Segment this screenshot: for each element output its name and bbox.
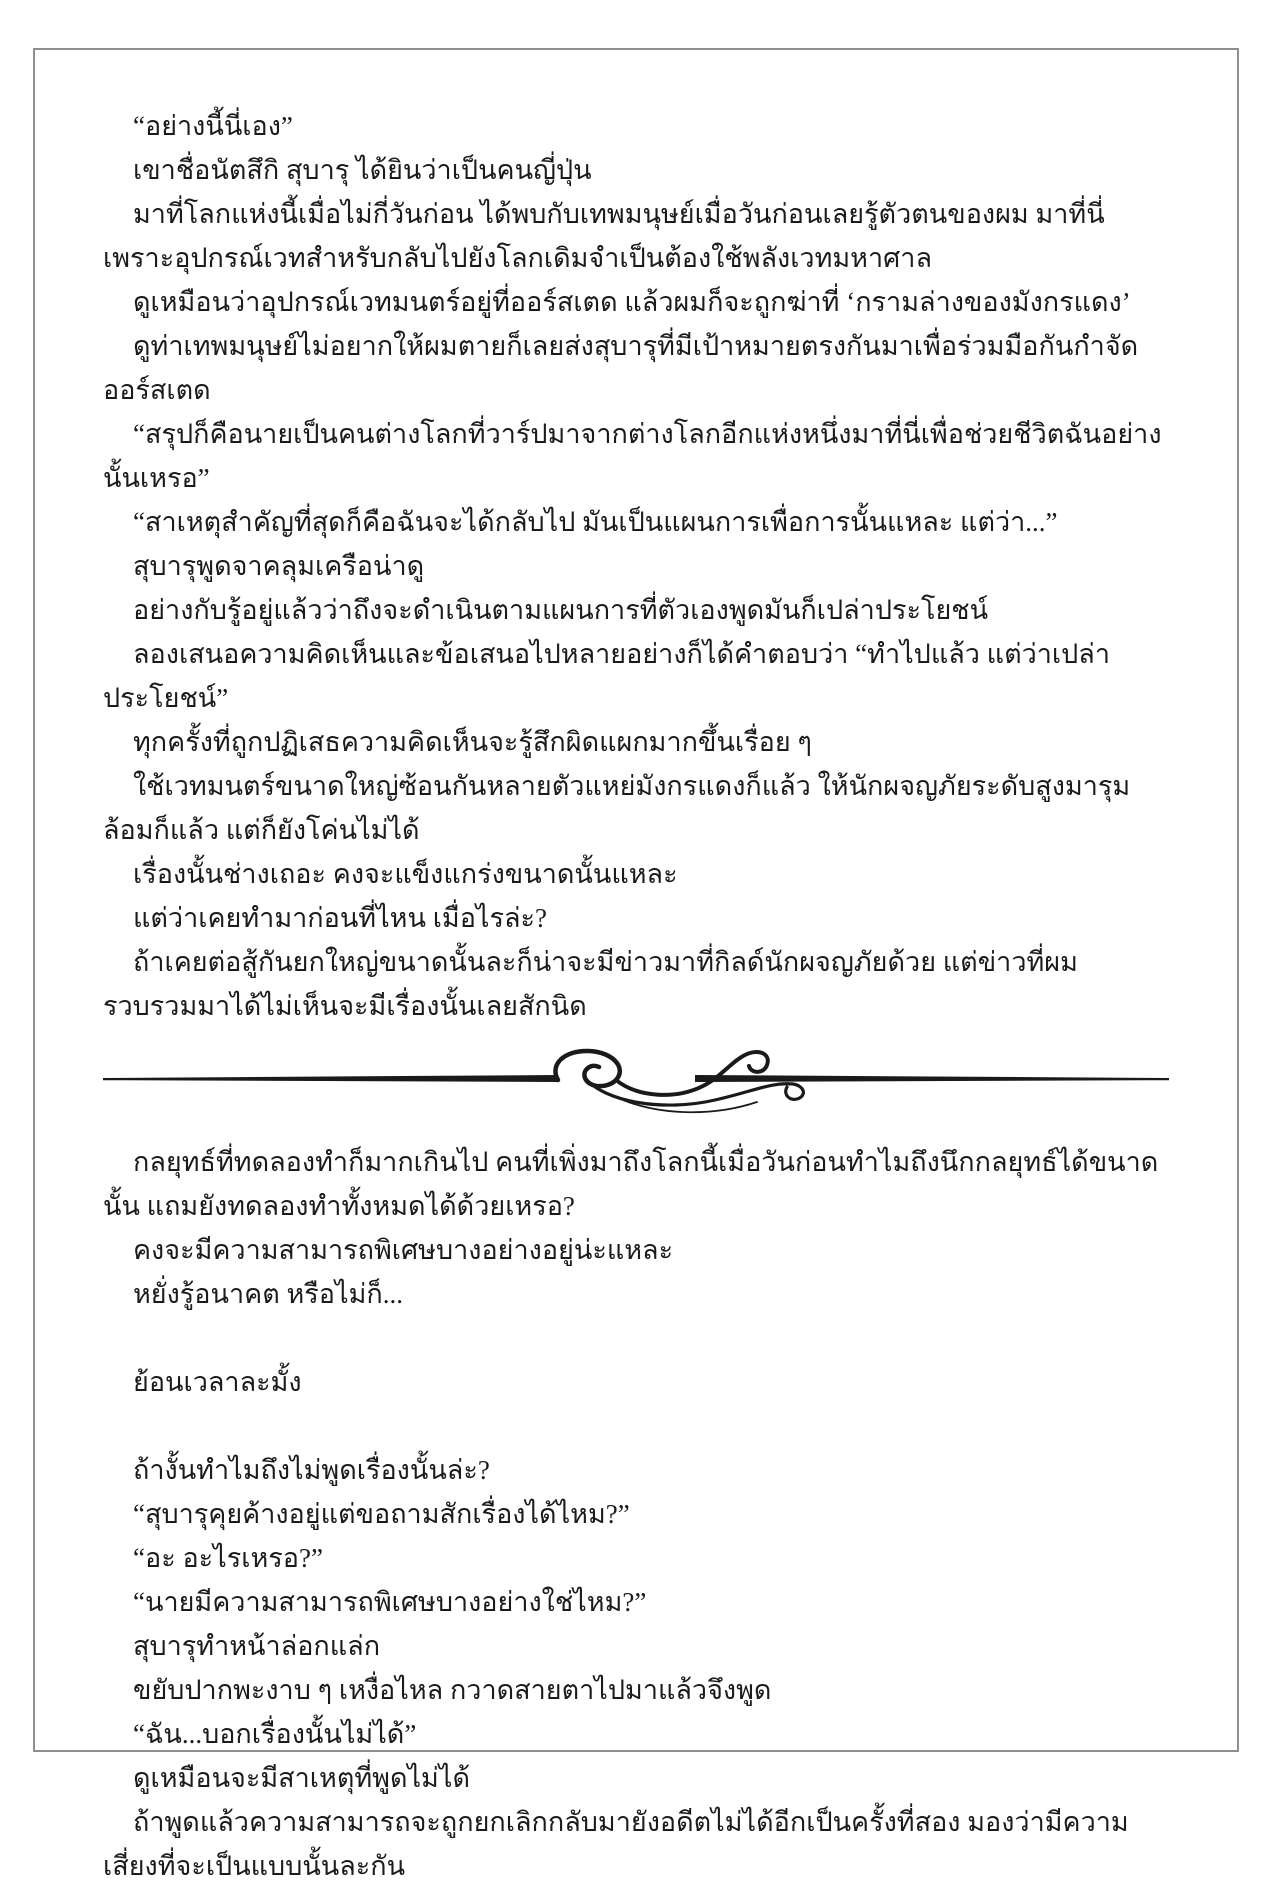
section-divider (103, 1042, 1169, 1122)
page-text-content (103, 104, 1169, 1888)
paragraph: ดูเหมือนจะมีสาเหตุที่พูดไม่ได้ (133, 1763, 470, 1793)
paragraph: สุบารุพูดจาคลุมเครือน่าดู (133, 551, 425, 581)
paragraph: ถ้าพูดแล้วความสามารถจะถูกยกเลิกกลับมายังอดีตไม่ได้อีกเป็นครั้งที่สอง มองว่ามีความเสี่ยงที่จะเป็นแบบนั้นละกัน (103, 1807, 1129, 1881)
paragraph: อย่างกับรู้อยู่แล้วว่าถึงจะดำเนินตามแผนการที่ตัวเองพูดมันก็เปล่าประโยชน์ (133, 595, 989, 625)
paragraph: แต่ว่าเคยทำมาก่อนที่ไหน เมื่อไรล่ะ? (133, 903, 548, 933)
section-after-divider (103, 1140, 1169, 1888)
paragraph: “อย่างนี้นี่เอง” (133, 111, 293, 141)
section-before-divider (103, 104, 1169, 1028)
paragraph: “ฉัน...บอกเรื่องนั้นไม่ได้” (133, 1719, 417, 1749)
paragraph: ดูเหมือนว่าอุปกรณ์เวทมนตร์อยู่ที่ออร์สเตด แล้วผมก็จะถูกฆ่าที่ ‘กรามล่างของมังกรแดง’ (133, 287, 1131, 317)
paragraph: มาที่โลกแห่งนี้เมื่อไม่กี่วันก่อน ได้พบกับเทพมนุษย์เมื่อวันก่อนเลยรู้ตัวตนของผม มาที่นี่เพราะอุปกรณ์เวทสำหรับกลับไปยังโลกเดิมจำเป็นต้องใช้พลังเวทมหาศาล (103, 199, 1105, 273)
paragraph: หยั่งรู้อนาคต หรือไม่ก็... (133, 1279, 403, 1309)
paragraph: “อะ อะไรเหรอ?” (133, 1543, 323, 1573)
paragraph: ถ้าเคยต่อสู้กันยกใหญ่ขนาดนั้นละก็น่าจะมีข่าวมาที่กิลด์นักผจญภัยด้วย แต่ข่าวที่ผมรวบรวมมาได้ไม่เห็นจะมีเรื่องนั้นเลยสักนิด (103, 947, 1078, 1021)
paragraph: คงจะมีความสามารถพิเศษบางอย่างอยู่น่ะแหละ (133, 1235, 674, 1265)
paragraph: เรื่องนั้นช่างเถอะ คงจะแข็งแกร่งขนาดนั้นแหละ (133, 859, 678, 889)
calligraphic-flourish-icon (103, 1042, 1169, 1122)
paragraph: “นายมีความสามารถพิเศษบางอย่างใช่ไหม?” (133, 1587, 647, 1617)
paragraph: ใช้เวทมนตร์ขนาดใหญ่ซ้อนกันหลายตัวแหย่มังกรแดงก็แล้ว ให้นักผจญภัยระดับสูงมารุมล้อมก็แล้ว แต่ก็ยังโค่นไม่ได้ (103, 771, 1131, 845)
paragraph: ขยับปากพะงาบ ๆ เหงื่อไหล กวาดสายตาไปมาแล้วจึงพูด (133, 1675, 772, 1705)
paragraph: ดูท่าเทพมนุษย์ไม่อยากให้ผมตายก็เลยส่งสุบารุที่มีเป้าหมายตรงกันมาเพื่อร่วมมือกันกำจัดออร์สเตด (103, 331, 1139, 405)
paragraph: ย้อนเวลาละมั้ง (133, 1367, 302, 1397)
paragraph: “สรุปก็คือนายเป็นคนต่างโลกที่วาร์ปมาจากต่างโลกอีกแห่งหนึ่งมาที่นี่เพื่อช่วยชีวิตฉันอย่างนั้นเหรอ” (103, 419, 1162, 493)
paragraph: ถ้างั้นทำไมถึงไม่พูดเรื่องนั้นล่ะ? (133, 1455, 490, 1485)
paragraph: ลองเสนอความคิดเห็นและข้อเสนอไปหลายอย่างก็ได้คำตอบว่า “ทำไปแล้ว แต่ว่าเปล่าประโยชน์” (103, 639, 1111, 713)
paragraph: สุบารุทำหน้าล่อกแล่ก (133, 1631, 381, 1661)
paragraph: เขาชื่อนัตสึกิ สุบารุ ได้ยินว่าเป็นคนญี่ปุ่น (133, 155, 592, 185)
paragraph: “สุบารุคุยค้างอยู่แต่ขอถามสักเรื่องได้ไหม?” (133, 1499, 630, 1529)
paragraph: กลยุทธ์ที่ทดลองทำก็มากเกินไป คนที่เพิ่งมาถึงโลกนี้เมื่อวันก่อนทำไมถึงนึกกลยุทธ์ได้ขนาดนั้น แถมยังทดลองทำทั้งหมดได้ด้วยเหรอ? (103, 1147, 1159, 1221)
paragraph: ทุกครั้งที่ถูกปฏิเสธความคิดเห็นจะรู้สึกผิดแผกมากขึ้นเรื่อย ๆ (133, 727, 812, 757)
paragraph: “สาเหตุสำคัญที่สุดก็คือฉันจะได้กลับไป มันเป็นแผนการเพื่อการนั้นแหละ แต่ว่า...” (133, 507, 1058, 537)
